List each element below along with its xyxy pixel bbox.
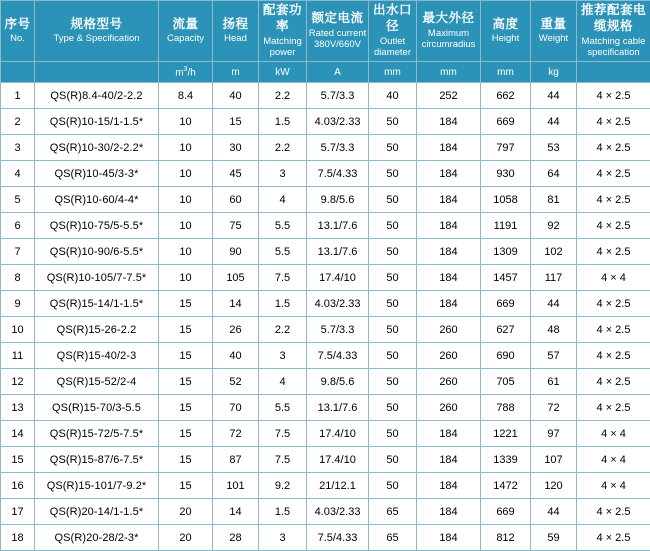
cell-value: 9.8/5.6: [307, 369, 369, 395]
cell-value: 44: [531, 109, 577, 135]
cell-value: 2.2: [259, 317, 307, 343]
unit-outlet: mm: [369, 62, 417, 83]
cell-value: 184: [417, 135, 481, 161]
cell-no: 1: [1, 83, 35, 109]
cell-value: 10: [159, 161, 213, 187]
unit-cable: [577, 62, 650, 83]
column-header-power-cn: 配套功率: [260, 3, 305, 34]
cell-value: 5.5: [259, 239, 307, 265]
cell-no: 13: [1, 395, 35, 421]
cell-value: 10: [159, 213, 213, 239]
cell-value: 260: [417, 317, 481, 343]
cell-value: 40: [213, 83, 259, 109]
column-header-height: [481, 1, 531, 62]
cell-value: 10: [159, 135, 213, 161]
cell-value: 184: [417, 447, 481, 473]
cell-value: 30: [213, 135, 259, 161]
cell-value: 10: [159, 187, 213, 213]
cell-value: 4 × 4: [577, 473, 650, 499]
cell-value: 4: [259, 187, 307, 213]
cell-value: 669: [481, 291, 531, 317]
table-row: [1, 317, 650, 343]
cell-type: QS(R)15-14/1-1.5*: [35, 291, 159, 317]
cell-value: 50: [369, 369, 417, 395]
cell-value: 4: [259, 369, 307, 395]
cell-value: 40: [213, 343, 259, 369]
cell-value: 4 × 2.5: [577, 317, 650, 343]
cell-value: 7.5: [259, 447, 307, 473]
column-header-power: [259, 1, 307, 62]
cell-value: 690: [481, 343, 531, 369]
cell-type: QS(R)10-75/5-5.5*: [35, 213, 159, 239]
cell-value: 788: [481, 395, 531, 421]
cell-value: 59: [531, 525, 577, 551]
cell-type: QS(R)10-90/6-5.5*: [35, 239, 159, 265]
column-header-weight-en: Weight: [532, 34, 575, 45]
cell-value: 4 × 4: [577, 447, 650, 473]
cell-value: 4 × 2.5: [577, 369, 650, 395]
cell-value: 50: [369, 447, 417, 473]
cell-value: 5.5: [259, 395, 307, 421]
cell-value: 3: [259, 161, 307, 187]
cell-value: 15: [159, 421, 213, 447]
table-row: [1, 109, 650, 135]
cell-no: 12: [1, 369, 35, 395]
cell-value: 184: [417, 109, 481, 135]
cell-value: 4 × 2.5: [577, 161, 650, 187]
cell-value: 797: [481, 135, 531, 161]
cell-type: QS(R)10-60/4-4*: [35, 187, 159, 213]
column-header-outlet-en: Outlet diameter: [370, 37, 415, 59]
cell-no: 9: [1, 291, 35, 317]
cell-value: 57: [531, 343, 577, 369]
column-header-head: [213, 1, 259, 62]
table-row: [1, 161, 650, 187]
cell-value: 4 × 2.5: [577, 213, 650, 239]
cell-no: 10: [1, 317, 35, 343]
column-header-height-cn: 高度: [482, 17, 529, 33]
cell-value: 44: [531, 499, 577, 525]
cell-value: 15: [159, 369, 213, 395]
cell-value: 97: [531, 421, 577, 447]
cell-value: 102: [531, 239, 577, 265]
column-header-capacity-en: Capacity: [160, 34, 211, 45]
cell-value: 4 × 2.5: [577, 135, 650, 161]
unit-height: mm: [481, 62, 531, 83]
cell-value: 50: [369, 239, 417, 265]
cell-value: 184: [417, 239, 481, 265]
cell-value: 87: [213, 447, 259, 473]
cell-value: 4 × 2.5: [577, 291, 650, 317]
unit-circumradius: mm: [417, 62, 481, 83]
cell-value: 50: [369, 187, 417, 213]
cell-value: 5.7/3.3: [307, 83, 369, 109]
cell-value: 1191: [481, 213, 531, 239]
cell-value: 4 × 2.5: [577, 239, 650, 265]
cell-value: 184: [417, 213, 481, 239]
column-header-no: [1, 1, 35, 62]
cell-type: QS(R)20-14/1-1.5*: [35, 499, 159, 525]
unit-type: [35, 62, 159, 83]
cell-value: 4.03/2.33: [307, 291, 369, 317]
cell-value: 260: [417, 395, 481, 421]
table-row: [1, 187, 650, 213]
table-row: [1, 369, 650, 395]
cell-value: 4 × 2.5: [577, 395, 650, 421]
table-row: [1, 499, 650, 525]
column-header-outlet-cn: 出水口径: [370, 3, 415, 34]
cell-value: 5.7/3.3: [307, 317, 369, 343]
cell-value: 15: [159, 447, 213, 473]
cell-value: 260: [417, 369, 481, 395]
cell-value: 5.7/3.3: [307, 135, 369, 161]
cell-type: QS(R)20-28/2-3*: [35, 525, 159, 551]
cell-value: 15: [213, 109, 259, 135]
cell-value: 9.8/5.6: [307, 187, 369, 213]
column-header-weight-cn: 重量: [532, 17, 575, 33]
cell-value: 1.5: [259, 291, 307, 317]
cell-value: 930: [481, 161, 531, 187]
cell-value: 75: [213, 213, 259, 239]
cell-type: QS(R)15-87/6-7.5*: [35, 447, 159, 473]
cell-type: QS(R)15-40/2-3: [35, 343, 159, 369]
cell-value: 13.1/7.6: [307, 213, 369, 239]
table-header-row: [1, 1, 650, 62]
cell-value: 52: [213, 369, 259, 395]
unit-current: A: [307, 62, 369, 83]
cell-value: 50: [369, 265, 417, 291]
cell-value: 4 × 4: [577, 265, 650, 291]
cell-value: 662: [481, 83, 531, 109]
cell-value: 5.5: [259, 213, 307, 239]
cell-value: 4.03/2.33: [307, 109, 369, 135]
cell-value: 184: [417, 421, 481, 447]
cell-value: 184: [417, 187, 481, 213]
cell-no: 5: [1, 187, 35, 213]
column-header-cable-en: Matching cable specification: [578, 37, 649, 59]
cell-value: 20: [159, 525, 213, 551]
cell-value: 260: [417, 343, 481, 369]
table-row: [1, 395, 650, 421]
cell-value: 1339: [481, 447, 531, 473]
cell-value: 50: [369, 421, 417, 447]
column-header-current-en: Rated current 380V/660V: [308, 29, 367, 51]
cell-value: 2.2: [259, 135, 307, 161]
table-row: [1, 421, 650, 447]
cell-value: 50: [369, 213, 417, 239]
cell-value: 1472: [481, 473, 531, 499]
cell-value: 7.5/4.33: [307, 343, 369, 369]
table-row: [1, 135, 650, 161]
cell-value: 70: [213, 395, 259, 421]
table-row: [1, 83, 650, 109]
table-row: [1, 239, 650, 265]
cell-value: 60: [213, 187, 259, 213]
cell-value: 15: [159, 291, 213, 317]
cell-value: 17.4/10: [307, 421, 369, 447]
cell-value: 81: [531, 187, 577, 213]
cell-value: 20: [159, 499, 213, 525]
cell-value: 50: [369, 317, 417, 343]
cell-no: 18: [1, 525, 35, 551]
cell-value: 4 × 2.5: [577, 83, 650, 109]
cell-no: 17: [1, 499, 35, 525]
column-header-capacity: [159, 1, 213, 62]
unit-no: [1, 62, 35, 83]
cell-value: 48: [531, 317, 577, 343]
cell-value: 50: [369, 109, 417, 135]
cell-value: 3: [259, 343, 307, 369]
cell-no: 14: [1, 421, 35, 447]
cell-no: 3: [1, 135, 35, 161]
unit-weight: kg: [531, 62, 577, 83]
cell-value: 15: [159, 343, 213, 369]
cell-value: 15: [159, 473, 213, 499]
cell-type: QS(R)10-30/2-2.2*: [35, 135, 159, 161]
cell-value: 4 × 4: [577, 421, 650, 447]
cell-no: 7: [1, 239, 35, 265]
column-header-head-cn: 扬程: [214, 17, 257, 33]
table-row: [1, 525, 650, 551]
cell-value: 669: [481, 499, 531, 525]
cell-value: 107: [531, 447, 577, 473]
cell-value: 3: [259, 525, 307, 551]
cell-value: 90: [213, 239, 259, 265]
cell-value: 184: [417, 499, 481, 525]
column-header-capacity-cn: 流量: [160, 17, 211, 33]
cell-value: 50: [369, 291, 417, 317]
cell-value: 17.4/10: [307, 447, 369, 473]
cell-value: 1058: [481, 187, 531, 213]
cell-no: 16: [1, 473, 35, 499]
cell-value: 2.2: [259, 83, 307, 109]
cell-type: QS(R)15-101/7-9.2*: [35, 473, 159, 499]
table-row: [1, 473, 650, 499]
cell-value: 45: [213, 161, 259, 187]
cell-value: 252: [417, 83, 481, 109]
cell-value: 4 × 2.5: [577, 109, 650, 135]
cell-value: 28: [213, 525, 259, 551]
column-header-circumradius: [417, 1, 481, 62]
cell-value: 184: [417, 291, 481, 317]
cell-type: QS(R)10-105/7-7.5*: [35, 265, 159, 291]
column-header-current: [307, 1, 369, 62]
cell-value: 105: [213, 265, 259, 291]
column-header-type-en: Type & Specification: [36, 34, 157, 45]
table-body: [1, 83, 650, 551]
table-row: [1, 343, 650, 369]
table-row: [1, 213, 650, 239]
cell-value: 117: [531, 265, 577, 291]
cell-value: 812: [481, 525, 531, 551]
column-header-no-cn: 序号: [2, 17, 33, 33]
cell-value: 627: [481, 317, 531, 343]
unit-head: m: [213, 62, 259, 83]
table-units-row: [1, 62, 650, 83]
cell-value: 1221: [481, 421, 531, 447]
column-header-type-cn: 规格型号: [36, 17, 157, 33]
unit-power: kW: [259, 62, 307, 83]
cell-value: 92: [531, 213, 577, 239]
column-header-no-en: No.: [2, 34, 33, 45]
column-header-height-en: Height: [482, 34, 529, 45]
cell-no: 11: [1, 343, 35, 369]
cell-value: 14: [213, 291, 259, 317]
cell-value: 21/12.1: [307, 473, 369, 499]
cell-value: 17.4/10: [307, 265, 369, 291]
cell-value: 50: [369, 161, 417, 187]
cell-value: 64: [531, 161, 577, 187]
cell-no: 4: [1, 161, 35, 187]
cell-value: 44: [531, 291, 577, 317]
cell-value: 184: [417, 525, 481, 551]
cell-value: 184: [417, 161, 481, 187]
cell-value: 15: [159, 317, 213, 343]
cell-value: 120: [531, 473, 577, 499]
cell-value: 72: [213, 421, 259, 447]
cell-value: 7.5: [259, 265, 307, 291]
cell-value: 40: [369, 83, 417, 109]
cell-type: QS(R)15-52/2-4: [35, 369, 159, 395]
cell-value: 4 × 2.5: [577, 187, 650, 213]
cell-type: QS(R)8.4-40/2-2.2: [35, 83, 159, 109]
cell-value: 7.5/4.33: [307, 161, 369, 187]
table-row: [1, 447, 650, 473]
cell-value: 50: [369, 395, 417, 421]
cell-value: 705: [481, 369, 531, 395]
cell-value: 50: [369, 343, 417, 369]
cell-value: 13.1/7.6: [307, 239, 369, 265]
cell-value: 1457: [481, 265, 531, 291]
cell-type: QS(R)10-45/3-3*: [35, 161, 159, 187]
column-header-cable-cn: 推荐配套电缆规格: [578, 3, 649, 34]
column-header-circumradius-cn: 最大外径: [418, 11, 479, 27]
cell-value: 10: [159, 239, 213, 265]
cell-no: 15: [1, 447, 35, 473]
column-header-weight: [531, 1, 577, 62]
cell-value: 4 × 2.5: [577, 525, 650, 551]
column-header-current-cn: 额定电流: [308, 11, 367, 27]
cell-value: 101: [213, 473, 259, 499]
cell-no: 2: [1, 109, 35, 135]
cell-value: 4.03/2.33: [307, 499, 369, 525]
cell-value: 9.2: [259, 473, 307, 499]
cell-value: 65: [369, 525, 417, 551]
cell-value: 7.5/4.33: [307, 525, 369, 551]
cell-type: QS(R)15-72/5-7.5*: [35, 421, 159, 447]
cell-no: 8: [1, 265, 35, 291]
cell-value: 1.5: [259, 499, 307, 525]
cell-value: 1.5: [259, 109, 307, 135]
column-header-circumradius-en: Maximum circumradius: [418, 29, 479, 51]
column-header-cable: [577, 1, 650, 62]
cell-no: 6: [1, 213, 35, 239]
column-header-head-en: Head: [214, 34, 257, 45]
cell-value: 1309: [481, 239, 531, 265]
column-header-type: [35, 1, 159, 62]
table-header: [1, 1, 650, 83]
cell-value: 184: [417, 265, 481, 291]
cell-value: 72: [531, 395, 577, 421]
column-header-outlet: [369, 1, 417, 62]
cell-value: 26: [213, 317, 259, 343]
cell-value: 10: [159, 109, 213, 135]
cell-type: QS(R)10-15/1-1.5*: [35, 109, 159, 135]
cell-value: 65: [369, 499, 417, 525]
cell-value: 4 × 2.5: [577, 499, 650, 525]
cell-value: 50: [369, 473, 417, 499]
cell-value: 10: [159, 265, 213, 291]
unit-capacity: $m^3/h$: [159, 62, 213, 83]
cell-value: 8.4: [159, 83, 213, 109]
cell-value: 53: [531, 135, 577, 161]
cell-value: 61: [531, 369, 577, 395]
cell-type: QS(R)15-26-2.2: [35, 317, 159, 343]
column-header-power-en: Matching power: [260, 37, 305, 59]
cell-value: 14: [213, 499, 259, 525]
table-row: [1, 291, 650, 317]
table-row: [1, 265, 650, 291]
cell-value: 50: [369, 135, 417, 161]
cell-type: QS(R)15-70/3-5.5: [35, 395, 159, 421]
cell-value: 669: [481, 109, 531, 135]
cell-value: 184: [417, 473, 481, 499]
cell-value: 44: [531, 83, 577, 109]
cell-value: 4 × 2.5: [577, 343, 650, 369]
cell-value: 13.1/7.6: [307, 395, 369, 421]
cell-value: 15: [159, 395, 213, 421]
cell-value: 7.5: [259, 421, 307, 447]
